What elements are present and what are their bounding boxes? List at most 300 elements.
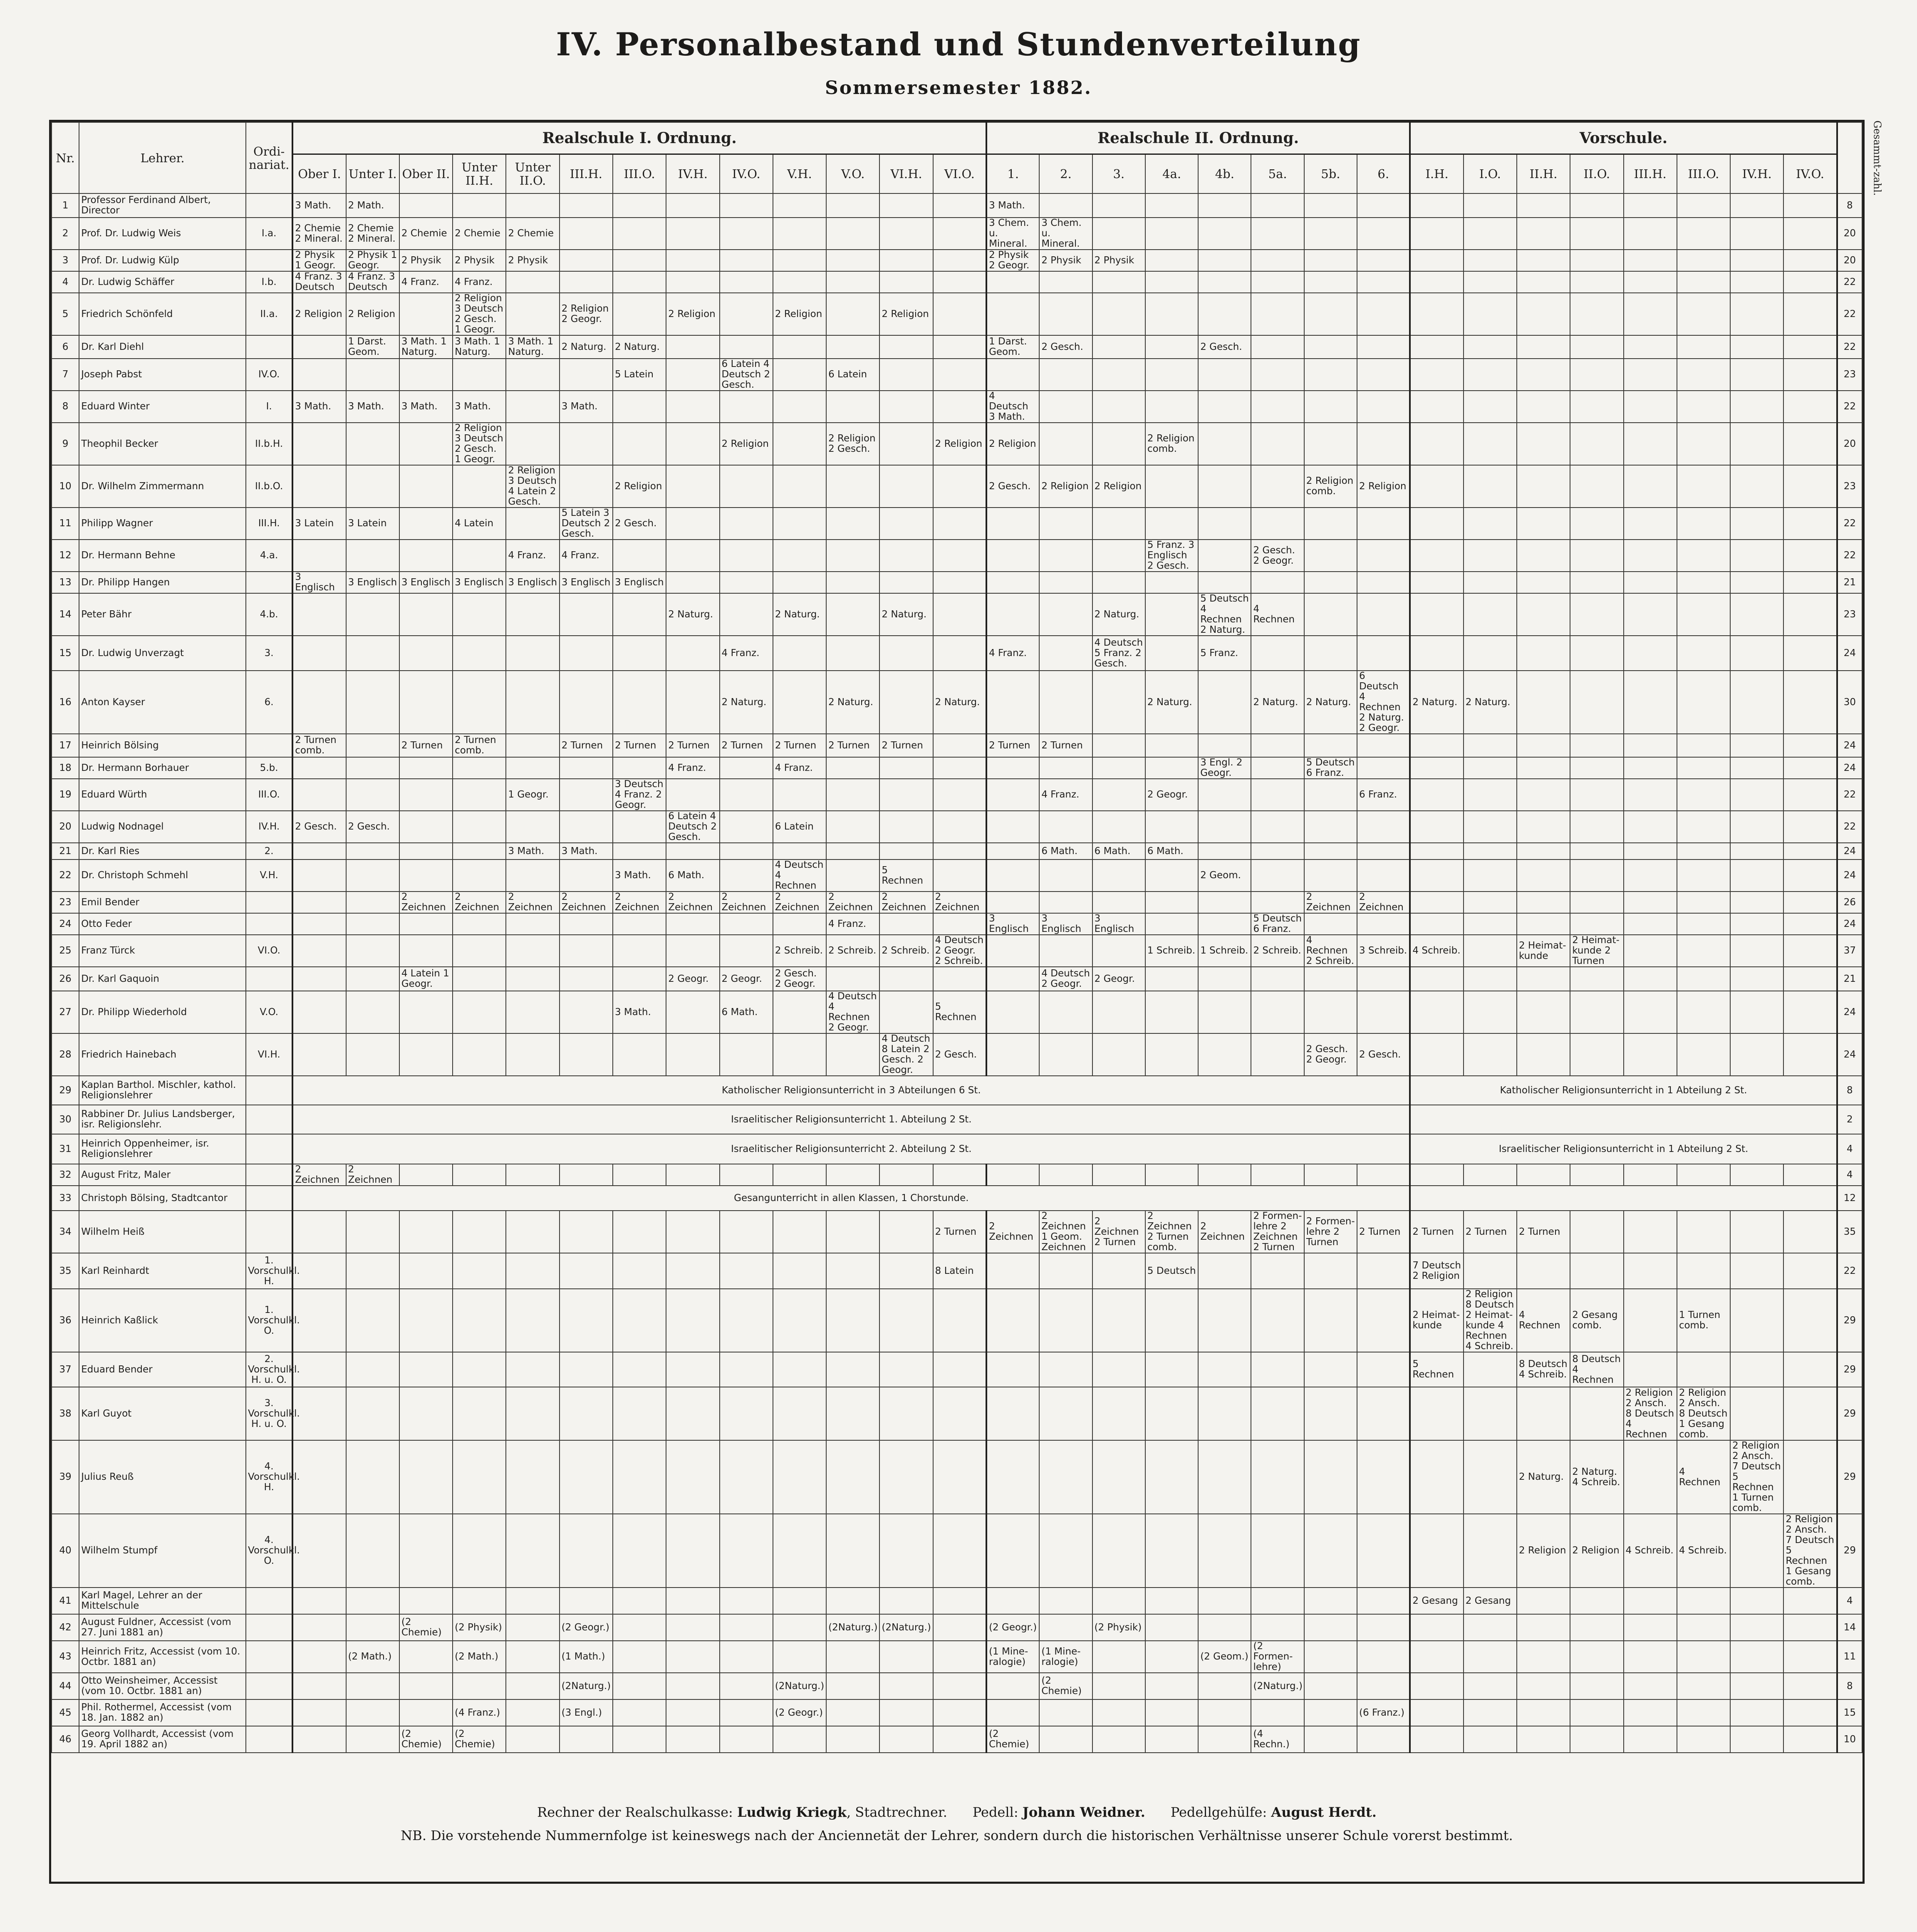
lesson-cell: 2 Turnen (826, 734, 879, 757)
total-hours: 14 (1837, 1614, 1862, 1641)
lesson-cell: 2 Religion comb. (1304, 465, 1357, 508)
ordinariat: 4.a. (246, 540, 292, 572)
lesson-cell: 2 Chemie 2 Mineral. (292, 218, 346, 250)
empty-cell (292, 1289, 346, 1352)
lesson-cell: 2 Naturg. (773, 593, 826, 636)
empty-cell (1464, 193, 1517, 218)
empty-cell (986, 1289, 1039, 1352)
table-row (52, 1699, 1862, 1726)
lesson-cell: (2 Formen-lehre) (1251, 1641, 1304, 1673)
empty-cell (613, 391, 666, 423)
empty-cell (506, 1440, 559, 1514)
empty-cell (1251, 991, 1304, 1033)
empty-cell (879, 218, 933, 250)
empty-cell (1677, 1614, 1730, 1641)
teacher-name: Dr. Philipp Hangen (79, 572, 246, 593)
lesson-cell: 2 Turnen (986, 734, 1039, 757)
empty-cell (933, 335, 986, 359)
total-hours: 4 (1837, 1134, 1862, 1164)
lesson-cell: 8 Deutsch 4 Rechnen (1570, 1352, 1623, 1387)
empty-cell (1783, 271, 1837, 293)
empty-cell (1517, 250, 1570, 271)
empty-cell (1677, 1352, 1730, 1387)
empty-cell (1570, 811, 1623, 843)
empty-cell (292, 1033, 346, 1076)
lesson-cell: 2 Turnen comb. (292, 734, 346, 757)
empty-cell (613, 540, 666, 572)
empty-cell (399, 779, 453, 811)
empty-cell (666, 671, 719, 734)
empty-cell (1570, 1387, 1623, 1440)
empty-cell (399, 1387, 453, 1440)
empty-cell (720, 335, 773, 359)
empty-cell (1357, 1387, 1410, 1440)
empty-cell (346, 540, 399, 572)
empty-cell (720, 293, 773, 335)
empty-cell (1092, 423, 1145, 465)
empty-cell (1570, 465, 1623, 508)
lesson-cell: 4 Deutsch 4 Rechnen 2 Geogr. (826, 991, 879, 1033)
empty-cell (346, 1440, 399, 1514)
total-hours: 22 (1837, 508, 1862, 540)
empty-cell (453, 843, 506, 859)
empty-cell (1145, 734, 1198, 757)
ordinariat (246, 1211, 292, 1253)
empty-cell (933, 843, 986, 859)
empty-cell (1730, 250, 1783, 271)
empty-cell (1570, 1673, 1623, 1699)
lesson-cell: 2 Naturg. (560, 335, 613, 359)
footer (51, 1801, 1863, 1847)
lesson-cell: 2 Turnen (933, 1211, 986, 1253)
empty-cell (613, 1164, 666, 1186)
empty-cell (826, 1440, 879, 1514)
total-hours: 12 (1837, 1186, 1862, 1211)
header-col-23: I.O. (1464, 154, 1517, 194)
lesson-cell: (2Naturg.) (879, 1614, 933, 1641)
empty-cell (1464, 335, 1517, 359)
table-row (52, 271, 1862, 293)
empty-cell (826, 811, 879, 843)
header-col-9: IV.O. (720, 154, 773, 194)
empty-cell (986, 1352, 1039, 1387)
teacher-name: Eduard Bender (79, 1352, 246, 1387)
row-number: 23 (52, 892, 79, 913)
empty-cell (1410, 1033, 1463, 1076)
empty-cell (1677, 636, 1730, 671)
empty-cell (453, 811, 506, 843)
header-col-29: IV.O. (1783, 154, 1837, 194)
empty-cell (1039, 1352, 1092, 1387)
empty-cell (986, 757, 1039, 779)
ordinariat (246, 892, 292, 913)
empty-cell (720, 391, 773, 423)
lesson-cell: 3 Math. (560, 843, 613, 859)
lesson-cell: 2 Chemie (453, 218, 506, 250)
lesson-cell: 5 Franz. 3 Englisch 2 Gesch. (1145, 540, 1198, 572)
empty-cell (1730, 1514, 1783, 1588)
empty-cell (666, 193, 719, 218)
lesson-cell: 3 Chem. u. Mineral. (1039, 218, 1092, 250)
ordinariat (246, 1699, 292, 1726)
empty-cell (1570, 1211, 1623, 1253)
empty-cell (1783, 1352, 1837, 1387)
teacher-name: Karl Magel, Lehrer an der Mittelschule (79, 1588, 246, 1614)
empty-cell (720, 1726, 773, 1753)
table-row (52, 593, 1862, 636)
empty-cell (453, 1673, 506, 1699)
ordinariat: 2. Vorschulkl. H. u. O. (246, 1352, 292, 1387)
row-number: 25 (52, 935, 79, 967)
empty-cell (613, 1614, 666, 1641)
total-hours: 26 (1837, 892, 1862, 913)
empty-cell (1092, 271, 1145, 293)
lesson-cell: 7 Deutsch 2 Religion (1410, 1253, 1463, 1289)
empty-cell (986, 843, 1039, 859)
empty-cell (1517, 991, 1570, 1033)
empty-cell (346, 359, 399, 391)
empty-cell (613, 250, 666, 271)
empty-cell (826, 572, 879, 593)
empty-cell (933, 218, 986, 250)
empty-cell (1357, 1726, 1410, 1753)
lesson-cell: 2 Religion 2 Ansch. 8 Deutsch 4 Rechnen (1624, 1387, 1677, 1440)
empty-cell (346, 892, 399, 913)
teacher-name: Dr. Karl Diehl (79, 335, 246, 359)
empty-cell (1145, 1033, 1198, 1076)
lesson-cell: 3 Math. (506, 843, 559, 859)
empty-cell (1730, 779, 1783, 811)
empty-cell (1304, 359, 1357, 391)
lesson-cell: 2 Gesang (1410, 1588, 1463, 1614)
lesson-cell: 1 Darst. Geom. (346, 335, 399, 359)
empty-cell (613, 271, 666, 293)
row-number: 36 (52, 1289, 79, 1352)
empty-cell (1677, 540, 1730, 572)
lesson-cell: 2 Zeichnen 1 Geom. Zeichnen (1039, 1211, 1092, 1253)
lesson-cell: 2 Turnen (560, 734, 613, 757)
empty-cell (346, 1289, 399, 1352)
empty-cell (1410, 811, 1463, 843)
teacher-name: Dr. Ludwig Unverzagt (79, 636, 246, 671)
empty-cell (1624, 423, 1677, 465)
row-number: 44 (52, 1673, 79, 1699)
empty-cell (613, 423, 666, 465)
ordinariat (246, 734, 292, 757)
ordinariat: 4. Vorschulkl. O. (246, 1514, 292, 1588)
empty-cell (933, 636, 986, 671)
empty-cell (560, 779, 613, 811)
empty-cell (1677, 1641, 1730, 1673)
empty-cell (453, 859, 506, 892)
empty-cell (613, 1726, 666, 1753)
empty-cell (1624, 1253, 1677, 1289)
empty-cell (399, 1699, 453, 1726)
row-number: 7 (52, 359, 79, 391)
empty-cell (666, 271, 719, 293)
empty-cell (506, 593, 559, 636)
ordinariat: 3. Vorschulkl. H. u. O. (246, 1387, 292, 1440)
total-hours: 22 (1837, 271, 1862, 293)
empty-cell (933, 540, 986, 572)
row-number: 27 (52, 991, 79, 1033)
empty-cell (826, 843, 879, 859)
lesson-cell: 2 Gesch. (613, 508, 666, 540)
empty-cell (560, 1387, 613, 1440)
table-row (52, 671, 1862, 734)
empty-cell (1730, 1699, 1783, 1726)
lesson-cell: 2 Physik (1092, 250, 1145, 271)
empty-cell (1783, 465, 1837, 508)
empty-cell (1198, 293, 1251, 335)
empty-cell (346, 757, 399, 779)
lesson-cell: 2 Turnen (613, 734, 666, 757)
empty-cell (1464, 250, 1517, 271)
empty-cell (1517, 1699, 1570, 1726)
empty-cell (1357, 757, 1410, 779)
empty-cell (1198, 1253, 1251, 1289)
empty-cell (292, 1673, 346, 1699)
lesson-cell: 2 Religion 3 Deutsch 2 Gesch. 1 Geogr. (453, 293, 506, 335)
table-row (52, 1641, 1862, 1673)
table-row (52, 218, 1862, 250)
total-hours: 22 (1837, 293, 1862, 335)
ordinariat (246, 1134, 292, 1164)
empty-cell (1783, 843, 1837, 859)
header-col-19: 5a. (1251, 154, 1304, 194)
empty-cell (1677, 423, 1730, 465)
empty-cell (879, 250, 933, 271)
empty-cell (346, 593, 399, 636)
empty-cell (826, 1164, 879, 1186)
empty-cell (1251, 779, 1304, 811)
lesson-cell: 4 Franz. 3 Deutsch (346, 271, 399, 293)
empty-cell (506, 1164, 559, 1186)
empty-cell (1677, 892, 1730, 913)
empty-cell (666, 991, 719, 1033)
empty-cell (1624, 967, 1677, 991)
empty-cell (933, 1352, 986, 1387)
lesson-cell: 2 Zeichnen (399, 892, 453, 913)
lesson-cell: 3 Math. (986, 193, 1039, 218)
empty-cell (1677, 359, 1730, 391)
empty-cell (1677, 967, 1730, 991)
empty-cell (1570, 779, 1623, 811)
teacher-name: Franz Türck (79, 935, 246, 967)
ordinariat: 1. Vorschulkl. O. (246, 1289, 292, 1352)
empty-cell (292, 465, 346, 508)
empty-cell (1145, 250, 1198, 271)
empty-cell (1410, 250, 1463, 271)
empty-cell (986, 991, 1039, 1033)
empty-cell (1357, 1352, 1410, 1387)
empty-cell (1092, 359, 1145, 391)
row-number: 11 (52, 508, 79, 540)
empty-cell (1624, 991, 1677, 1033)
empty-cell (1570, 967, 1623, 991)
lesson-cell: 2 Gesch. (1039, 335, 1092, 359)
lesson-cell: 5 Deutsch 4 Rechnen 2 Naturg. (1198, 593, 1251, 636)
empty-cell (560, 757, 613, 779)
empty-cell (773, 508, 826, 540)
ordinariat (246, 250, 292, 271)
empty-cell (986, 779, 1039, 811)
total-hours: 23 (1837, 465, 1862, 508)
teacher-name: Georg Vollhardt, Accessist (vom 19. April 1882 an) (79, 1726, 246, 1753)
empty-cell (826, 757, 879, 779)
empty-cell (826, 1033, 879, 1076)
empty-cell (1145, 193, 1198, 218)
empty-cell (1730, 193, 1783, 218)
empty-cell (826, 1726, 879, 1753)
empty-cell (613, 1253, 666, 1289)
lesson-cell: (1 Mine-ralogie) (986, 1641, 1039, 1673)
empty-cell (399, 671, 453, 734)
empty-cell (506, 967, 559, 991)
empty-cell (666, 335, 719, 359)
table-row (52, 734, 1862, 757)
empty-cell (1730, 671, 1783, 734)
empty-cell (1304, 1514, 1357, 1588)
row-number: 34 (52, 1211, 79, 1253)
empty-cell (346, 991, 399, 1033)
lesson-cell: 2 Naturg. (826, 671, 879, 734)
empty-cell (1677, 335, 1730, 359)
empty-cell (1357, 859, 1410, 892)
empty-cell (1304, 593, 1357, 636)
empty-cell (1624, 465, 1677, 508)
empty-cell (986, 1673, 1039, 1699)
empty-cell (1304, 967, 1357, 991)
empty-cell (613, 671, 666, 734)
empty-cell (613, 218, 666, 250)
empty-cell (720, 859, 773, 892)
empty-cell (826, 250, 879, 271)
empty-cell (292, 1614, 346, 1641)
empty-cell (1517, 1614, 1570, 1641)
treasurer-name: Ludwig Kriegk (737, 1804, 847, 1820)
empty-cell (613, 1641, 666, 1673)
empty-cell (1304, 1289, 1357, 1352)
empty-cell (613, 1440, 666, 1514)
total-hours: 20 (1837, 218, 1862, 250)
empty-cell (1783, 1253, 1837, 1289)
empty-cell (1039, 671, 1092, 734)
empty-cell (879, 1726, 933, 1753)
teacher-name: Emil Bender (79, 892, 246, 913)
lesson-cell: 2 Naturg. (613, 335, 666, 359)
empty-cell (346, 859, 399, 892)
row-number: 35 (52, 1253, 79, 1289)
empty-cell (506, 271, 559, 293)
span-note-realschule: Gesangunterricht in allen Klassen, 1 Chorstunde. (292, 1186, 1410, 1211)
ordinariat: VI.O. (246, 935, 292, 967)
empty-cell (506, 636, 559, 671)
empty-cell (1783, 1440, 1837, 1514)
header-ordinariat: Ordi-nariat. (246, 122, 292, 193)
empty-cell (399, 811, 453, 843)
pedell-label: Pedell: (972, 1804, 1018, 1820)
empty-cell (1145, 391, 1198, 423)
empty-cell (879, 1641, 933, 1673)
empty-cell (933, 1387, 986, 1440)
ordinariat: 3. (246, 636, 292, 671)
empty-cell (1092, 892, 1145, 913)
empty-cell (1783, 1699, 1837, 1726)
row-number: 29 (52, 1076, 79, 1105)
empty-cell (1677, 734, 1730, 757)
lesson-cell: 2 Religion (879, 293, 933, 335)
empty-cell (1092, 1440, 1145, 1514)
empty-cell (1517, 843, 1570, 859)
empty-cell (1464, 1253, 1517, 1289)
empty-cell (720, 843, 773, 859)
empty-cell (292, 935, 346, 967)
assistant-name: August Herdt. (1271, 1804, 1377, 1820)
empty-cell (1730, 1387, 1783, 1440)
empty-cell (1251, 1289, 1304, 1352)
empty-cell (1304, 913, 1357, 935)
header-col-7: III.O. (613, 154, 666, 194)
lesson-cell: 2 Physik (453, 250, 506, 271)
empty-cell (986, 1253, 1039, 1289)
empty-cell (399, 508, 453, 540)
empty-cell (773, 1641, 826, 1673)
empty-cell (1570, 193, 1623, 218)
teacher-name: Ludwig Nodnagel (79, 811, 246, 843)
empty-cell (1730, 593, 1783, 636)
lesson-cell: 2 Zeichnen (826, 892, 879, 913)
empty-cell (879, 540, 933, 572)
span-note-vorschule: Katholischer Religionsunterricht in 1 Abteilung 2 St. (1410, 1076, 1837, 1105)
lesson-cell: 1 Schreib. (1145, 935, 1198, 967)
lesson-cell: (2 Chemie) (1039, 1673, 1092, 1699)
empty-cell (453, 636, 506, 671)
empty-cell (1092, 391, 1145, 423)
empty-cell (1464, 1440, 1517, 1514)
teacher-name: Dr. Karl Ries (79, 843, 246, 859)
header-col-21: 6. (1357, 154, 1410, 194)
lesson-cell: (2 Geogr.) (773, 1699, 826, 1726)
lesson-cell: 2 Zeichnen (292, 1164, 346, 1186)
lesson-cell: 2 Zeichnen (506, 892, 559, 913)
ordinariat (246, 1164, 292, 1186)
empty-cell (506, 508, 559, 540)
total-hours: 24 (1837, 757, 1862, 779)
ordinariat: II.b.H. (246, 423, 292, 465)
empty-cell (1410, 1641, 1463, 1673)
empty-cell (1357, 1614, 1410, 1641)
empty-cell (453, 913, 506, 935)
empty-cell (1517, 1673, 1570, 1699)
lesson-cell: 2 Gesch. (1198, 335, 1251, 359)
empty-cell (1198, 508, 1251, 540)
lesson-cell: 2 Gesch. 2 Geogr. (1251, 540, 1304, 572)
empty-cell (933, 779, 986, 811)
header-col-27: III.O. (1677, 154, 1730, 194)
empty-cell (1145, 1641, 1198, 1673)
empty-cell (560, 859, 613, 892)
empty-cell (1092, 1164, 1145, 1186)
empty-cell (346, 423, 399, 465)
empty-cell (720, 218, 773, 250)
teacher-name: Otto Feder (79, 913, 246, 935)
empty-cell (1198, 843, 1251, 859)
empty-cell (1730, 218, 1783, 250)
lesson-cell: 4 Franz. (1039, 779, 1092, 811)
empty-cell (1410, 991, 1463, 1033)
empty-cell (453, 1033, 506, 1076)
